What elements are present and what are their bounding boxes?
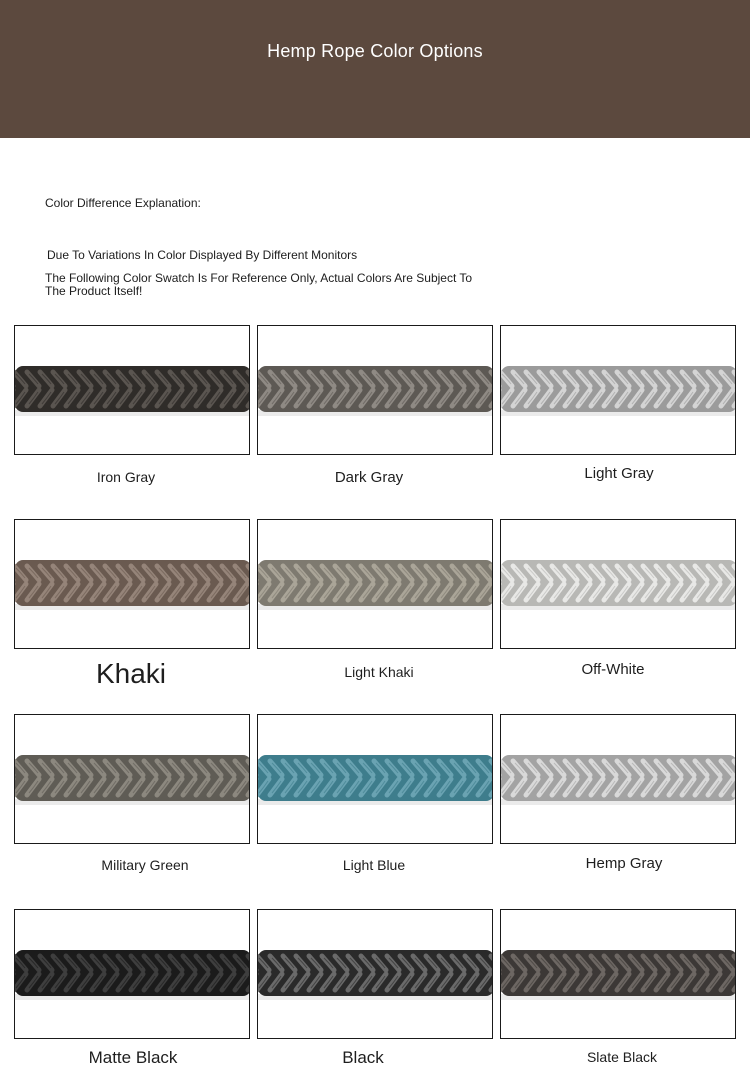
swatch-image-hemp-gray [500,714,736,844]
swatch-image-khaki [14,519,250,649]
page-title: Hemp Rope Color Options [267,41,483,61]
rope-illustration [15,520,250,649]
swatch-image-light-khaki [257,519,493,649]
swatch-image-light-blue [257,714,493,844]
rope-illustration [258,326,493,455]
rope-illustration [258,910,493,1039]
swatch-label-iron-gray: Iron Gray [96,469,156,485]
swatch-label-matte-black: Matte Black [88,1048,178,1067]
header-banner [0,0,750,138]
rope-illustration [258,715,493,844]
swatch-image-light-gray [500,325,736,455]
swatch-label-dark-gray: Dark Gray [334,469,404,486]
swatch-label-light-gray: Light Gray [584,465,654,482]
rope-illustration [258,520,493,649]
swatch-image-matte-black [14,909,250,1039]
swatch-image-off-white [500,519,736,649]
rope-illustration [15,326,250,455]
color-note-line-2: The Following Color Swatch Is For Reference Only, Actual Colors Are Subject To The Product Itself! [45,271,473,298]
swatch-label-military-green: Military Green [101,857,189,873]
color-note-heading: Color Difference Explanation: [45,196,201,210]
rope-illustration [501,910,736,1039]
swatch-image-black [257,909,493,1039]
swatch-label-khaki: Khaki [95,658,167,689]
rope-illustration [15,715,250,844]
rope-illustration [501,326,736,455]
rope-illustration [501,715,736,844]
swatch-image-military-green [14,714,250,844]
color-note-line-1: Due To Variations In Color Displayed By Different Monitors [47,248,358,262]
swatch-label-light-khaki: Light Khaki [344,664,414,680]
swatch-label-black: Black [342,1048,384,1067]
swatch-label-off-white: Off-White [581,661,645,678]
rope-illustration [501,520,736,649]
swatch-label-slate-black: Slate Black [586,1049,658,1065]
swatch-label-light-blue: Light Blue [342,857,406,873]
swatch-label-hemp-gray: Hemp Gray [585,855,663,872]
swatch-image-slate-black [500,909,736,1039]
rope-illustration [15,910,250,1039]
swatch-image-dark-gray [257,325,493,455]
swatch-image-iron-gray [14,325,250,455]
